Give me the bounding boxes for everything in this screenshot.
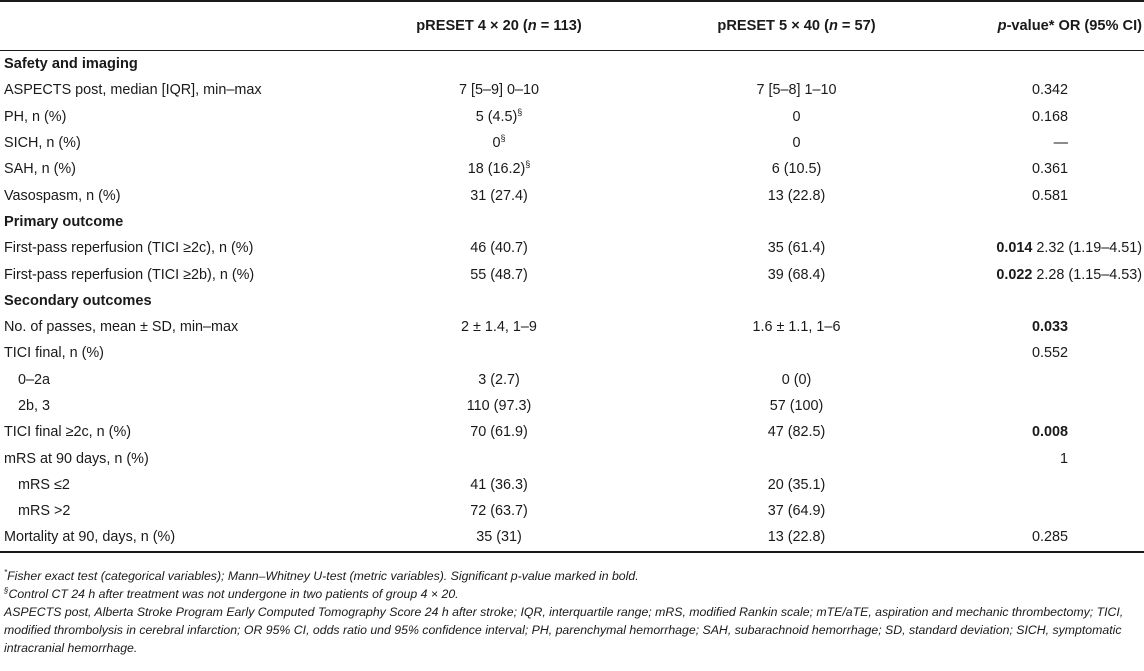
section-row [0,209,1144,235]
cell-group-5x40 [656,340,937,366]
cell-p-value [937,340,1144,366]
value-group-4x20: 35 (31) [476,529,522,546]
section-mark: § [500,133,506,144]
cell-group-4x20 [342,182,656,208]
cell-group-5x40 [656,419,937,445]
cell-group-4x20 [342,445,656,471]
header-p-italic: p [997,18,1007,34]
row-label [0,209,342,235]
cell-p-value [937,182,1144,208]
table-footnotes [4,567,1142,657]
cell-group-5x40 [656,498,937,524]
row-label-text: mRS >2 [18,503,71,520]
row-label-text: Primary outcome [4,213,124,230]
section-mark: § [517,106,523,117]
row-label [0,524,342,551]
row-label [0,498,342,524]
row-label-text: First-pass reperfusion (TICI ≥2b), n (%) [4,266,255,283]
row-label-text: SAH, n (%) [4,161,76,178]
value-group-5x40: 47 (82.5) [767,424,826,441]
footnote-statistics-text: Fisher exact test (categorical variables); Mann–Whitney U-test (metric variables). Significant p-value marked in bold. [7,569,639,583]
odds-ratio-ci: 2.32 (1.19–4.51) [1032,240,1142,257]
cell-p-value [937,209,1144,235]
value-group-4x20: 7 [5–9] 0–10 [458,82,540,99]
header-group-4x20-suffix: = 113) [536,18,582,34]
table-row [0,261,1144,287]
row-label-text: 2b, 3 [18,398,51,414]
value-group-5x40: 0 (0) [781,371,812,388]
value-group-5x40: 37 (64.9) [767,503,826,520]
header-group-5x40-suffix: = 57) [837,18,876,34]
row-label-text: PH, n (%) [4,108,67,125]
cell-group-4x20 [342,419,656,445]
cell-group-4x20 [342,261,656,287]
header-p-value [937,1,1144,51]
table-row [0,77,1144,103]
cell-p-value [937,288,1144,314]
header-p-suffix: -value* OR (95% CI) [1006,18,1142,34]
value-group-4x20: 0 [492,135,501,152]
row-label-text: No. of passes, mean ± SD, min–max [4,319,239,336]
section-mark: § [525,159,531,170]
header-group-5x40-prefix: pRESET 5 × 40 ( [717,18,829,34]
row-label [0,77,342,103]
table-row [0,445,1144,471]
value-group-4x20: 55 (48.7) [470,266,528,283]
cell-group-4x20 [342,524,656,551]
cell-group-5x40 [656,314,937,340]
row-label [0,288,342,314]
value-group-5x40: 39 (68.4) [767,266,826,283]
value-group-4x20: 72 (63.7) [470,503,528,520]
value-group-4x20: 110 (97.3) [466,398,532,414]
cell-p-value [937,156,1144,182]
odds-ratio-ci: 2.28 (1.15–4.53) [1032,266,1142,283]
cell-group-5x40 [656,472,937,498]
cell-group-4x20 [342,209,656,235]
cell-p-value [937,51,1144,78]
cell-group-5x40 [656,104,937,130]
table-row [0,156,1144,182]
value-group-4x20: 70 (61.9) [470,424,528,441]
row-label-text: TICI final ≥2c, n (%) [4,424,132,441]
significant-p-value: 0.033 [1031,319,1068,336]
value-group-4x20: 2 ± 1.4, 1–9 [461,319,537,336]
p-value: 0.361 [1031,161,1068,178]
p-value: 0.285 [1031,529,1068,546]
cell-p-value [937,498,1144,524]
p-value: 0.581 [1031,187,1068,204]
value-group-4x20: 18 (16.2) [467,161,526,178]
cell-group-5x40 [656,130,937,156]
row-label [0,261,342,287]
p-value: 0.168 [1031,108,1068,125]
p-value: 1 [1059,450,1068,467]
cell-group-4x20 [342,104,656,130]
table-row [0,524,1144,551]
cell-group-4x20 [342,288,656,314]
row-label-text: Safety and imaging [4,56,138,73]
cell-group-5x40 [656,182,937,208]
cell-p-value [937,367,1144,393]
cell-p-value [937,235,1144,261]
cell-p-value [937,419,1144,445]
value-group-5x40: 0 [792,135,801,152]
cell-p-value [937,524,1144,551]
footnote-abbreviations: ASPECTS post, Alberta Stroke Program Early Computed Tomography Score 24 h after stroke; IQR, interquartile range; mRS, modified Rankin scale; mTE/aTE, aspiration and mechanic thrombectomy; TICI, modified thrombolysis in cerebral infarction; OR 95% CI, odds ratio und 95% confidence interval; PH, parenchymal hemorrhage; SAH, subarachnoid hemorrhage; SD, standard deviation; SICH, symptomatic intracranial hemorrhage. [4,605,1124,656]
row-label [0,472,342,498]
footnote-statistics [4,567,1142,585]
cell-group-4x20 [342,393,656,419]
cell-group-4x20 [342,314,656,340]
cell-p-value [937,104,1144,130]
footnote-control-ct [4,585,1142,603]
header-group-4x20-prefix: pRESET 4 × 20 ( [416,18,528,34]
cell-p-value [937,77,1144,103]
value-group-5x40: 1.6 ± 1.1, 1–6 [752,319,841,336]
cell-group-5x40 [656,524,937,551]
value-group-5x40: 7 [5–8] 1–10 [756,82,837,99]
row-label [0,51,342,78]
header-group-4x20 [342,1,656,51]
cell-p-value [937,472,1144,498]
section-row [0,51,1144,78]
table-row [0,235,1144,261]
value-group-4x20: 31 (27.4) [470,187,528,204]
row-label [0,419,342,445]
row-label-text: ASPECTS post, median [IQR], min–max [4,82,262,99]
value-group-4x20: 5 (4.5) [475,108,518,125]
row-label [0,235,342,261]
table-row [0,419,1144,445]
cell-group-4x20 [342,156,656,182]
table-row [0,393,1144,419]
row-label [0,340,342,366]
cell-group-4x20 [342,472,656,498]
cell-p-value [937,314,1144,340]
value-group-4x20: 46 (40.7) [470,240,528,257]
cell-group-5x40 [656,235,937,261]
cell-group-5x40 [656,77,937,103]
row-label [0,104,342,130]
header-group-5x40-n: n [828,18,838,34]
value-group-5x40: 13 (22.8) [767,187,826,204]
row-label-text: 0–2a [18,371,51,388]
row-label-text: Mortality at 90, days, n (%) [4,529,176,546]
significant-p-value: 0.014 [996,240,1033,257]
value-group-5x40: 57 (100) [769,398,824,414]
row-label [0,367,342,393]
row-label-text: mRS ≤2 [18,476,70,493]
section-row [0,288,1144,314]
table-row [0,130,1144,156]
value-group-4x20: 3 (2.7) [478,371,520,388]
cell-p-value [937,445,1144,471]
row-label [0,314,342,340]
header-variable [0,1,342,51]
cell-p-value [937,261,1144,287]
footnote-marker-asterisk: * [4,568,8,577]
cell-group-4x20 [342,367,656,393]
row-label [0,445,342,471]
cell-group-5x40 [656,209,937,235]
header-group-4x20-n: n [527,18,537,34]
row-label-text: SICH, n (%) [4,135,81,152]
cell-group-5x40 [656,445,937,471]
p-value: 0.552 [1031,345,1068,362]
value-group-5x40: 6 (10.5) [771,161,822,178]
table-row [0,314,1144,340]
cell-group-4x20 [342,130,656,156]
cell-group-4x20 [342,340,656,366]
value-group-5x40: 35 (61.4) [767,240,826,257]
value-group-5x40: 0 [792,108,801,125]
cell-group-4x20 [342,235,656,261]
table-row [0,498,1144,524]
row-label [0,156,342,182]
table-body [0,51,1144,552]
cell-group-5x40 [656,156,937,182]
table-row [0,367,1144,393]
row-label [0,130,342,156]
p-value: 0.342 [1031,82,1068,99]
cell-group-4x20 [342,498,656,524]
header-row [0,1,1144,51]
value-group-5x40: 13 (22.8) [767,529,826,546]
row-label-text: mRS at 90 days, n (%) [4,450,149,467]
table-row [0,472,1144,498]
row-label [0,182,342,208]
p-value: — [1053,135,1068,152]
row-label-text: Vasospasm, n (%) [4,187,121,204]
cell-group-5x40 [656,393,937,419]
table-row [0,182,1144,208]
significant-p-value: 0.022 [996,266,1033,283]
cell-group-5x40 [656,51,937,78]
row-label-text: TICI final, n (%) [4,345,104,362]
cell-group-5x40 [656,367,937,393]
cell-group-5x40 [656,261,937,287]
row-label-text: Secondary outcomes [4,292,152,309]
value-group-5x40: 20 (35.1) [767,476,826,493]
cell-p-value [937,130,1144,156]
cell-p-value [937,393,1144,419]
significant-p-value: 0.008 [1031,424,1068,441]
footnote-marker-section: § [4,586,9,596]
footnote-control-ct-text: Control CT 24 h after treatment was not undergone in two patients of group 4 × 20. [8,587,459,602]
cell-group-4x20 [342,77,656,103]
row-label [0,393,342,419]
row-label-text: First-pass reperfusion (TICI ≥2c), n (%) [4,240,254,257]
cell-group-4x20 [342,51,656,78]
header-group-5x40 [656,1,937,51]
table-row [0,104,1144,130]
value-group-4x20: 41 (36.3) [470,476,528,493]
table-row [0,340,1144,366]
cell-group-5x40 [656,288,937,314]
